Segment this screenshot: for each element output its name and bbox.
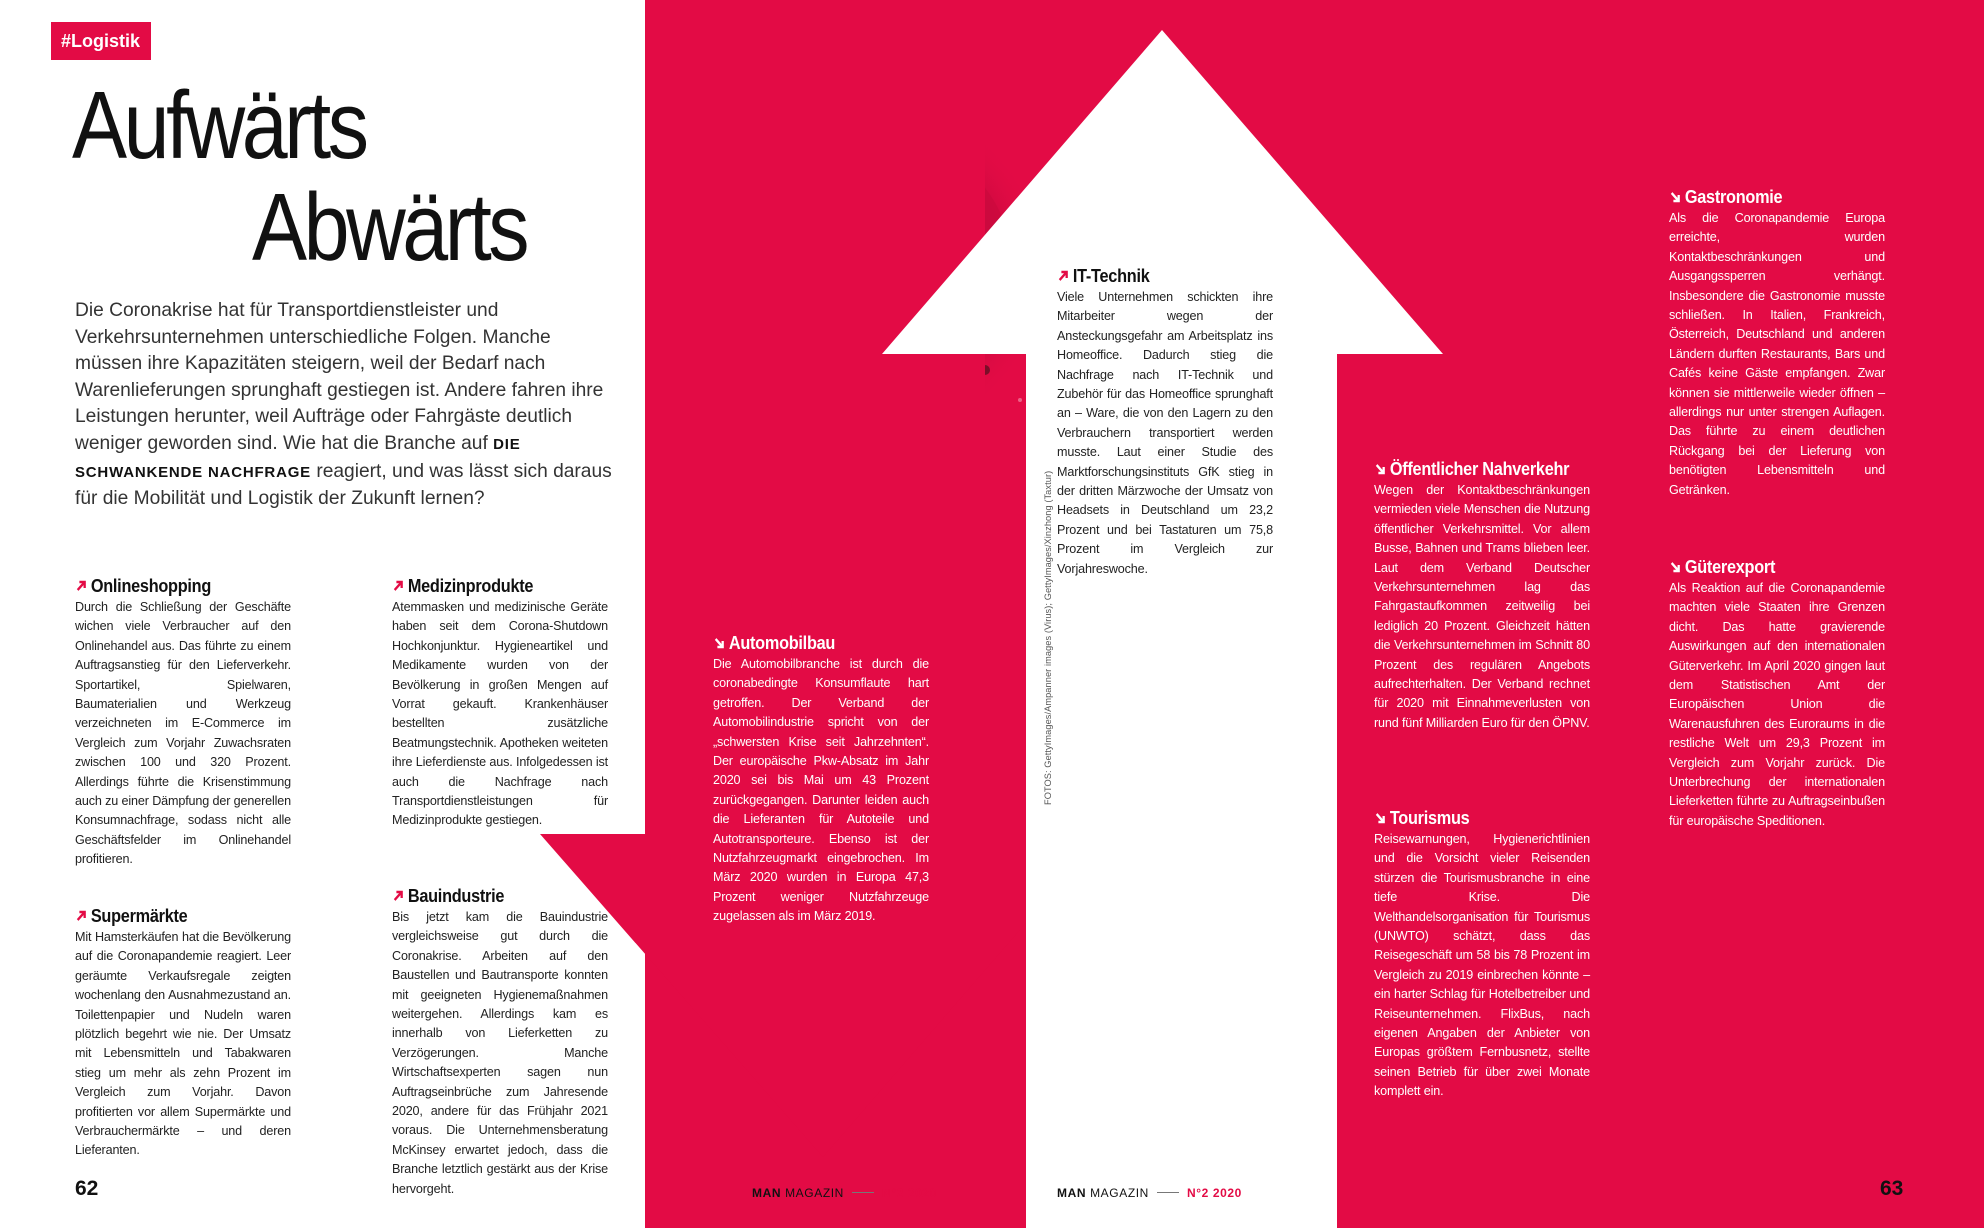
section-supermaerkte	[75, 905, 291, 1161]
section-nahverkehr	[1374, 458, 1590, 733]
magazine-footer-right	[1057, 1186, 1242, 1200]
section-title	[1374, 458, 1570, 480]
section-title-text: Bauindustrie	[407, 885, 505, 906]
section-title-text: Güterexport	[1684, 556, 1776, 577]
arrow-up-right-icon	[392, 889, 404, 903]
mag-name: MAGAZIN	[1090, 1186, 1149, 1200]
page-number-right: 63	[1880, 1177, 1904, 1200]
section-body: Als die Coronapandemie Europa erreichte, wurden Kontaktbeschränkungen und Ausgangssperren verhängt. Insbesondere die Gastronomie musste schließen. In Italien, Frankreich, Österreich, Deutschland und anderen Ländern durften Restaurants, Bars und Cafés keine Gäste empfangen. Zwar können sie mittlerweile wieder öffnen – allerdings nur unter strengen Auflagen. Das führte zu einem deutlichen Rückgang bei der Lieferung von benötigten Lebensmitteln und Getränken.	[1669, 211, 1885, 497]
mag-brand: MAN	[1057, 1186, 1087, 1200]
arrow-down-right-icon	[1374, 462, 1386, 476]
section-onlineshopping	[75, 575, 291, 870]
section-body: Als Reaktion auf die Coronapandemie machten viele Staaten ihre Grenzen dicht. Das hatte gravierende Auswirkungen auf den internationalen Güterverkehr. Im April 2020 gingen laut dem Statistischen Amt der Europäischen Union die Warenausfuhren des Euroraums in die restliche Welt um 29,3 Prozent im Vergleich zum Vorjahr zurück. Die Unterbrechung der internationalen Lieferketten führte zu Auftragseinbußen für europäische Speditionen.	[1669, 581, 1885, 828]
section-title	[75, 905, 265, 927]
footer-rule	[852, 1192, 874, 1193]
section-gastronomie	[1669, 186, 1885, 500]
intro-text: Die Coronakrise hat für Transportdienstleister und Verkehrsunternehmen unterschiedliche Folgen. Manche müssen ihre Kapazitäten steigern, weil der Bedarf nach Warenlieferungen sprunghaft gestiegen ist. Andere fahren ihre Leistungen herunter, weil Aufträge oder Fahrgäste deutlich weniger geworden sind. Wie hat die Branche auf	[75, 300, 604, 454]
arrow-down-shape	[540, 0, 1103, 1157]
section-title	[1669, 186, 1859, 208]
mag-name: MAGAZIN	[785, 1186, 844, 1200]
page-number-left: 62	[75, 1177, 99, 1200]
arrow-up-right-icon	[392, 579, 404, 593]
section-body: Reisewarnungen, Hygienerichtlinien und die Vorsicht vieler Reisenden stürzen die Tourismusbranche in eine tiefe Krise. Die Welthandelsorganisation für Tourismus (UNWTO) schätzt, dass das Reisegeschäft um 58 bis 78 Prozent im Vergleich zu 2019 einbrechen könnte – ein harter Schlag für Hotelbetreiber und Reiseunternehmen. FlixBus, nach eigenen Angaben der Anbieter von Europas größtem Fernbusnetz, stellte seinen Betrieb für über zwei Monate komplett ein.	[1374, 832, 1590, 1099]
section-title	[1374, 807, 1564, 829]
arrow-up-right-icon	[75, 579, 87, 593]
section-title-text: Medizinprodukte	[407, 575, 534, 596]
section-title	[713, 632, 903, 654]
section-title-text: IT-Technik	[1072, 265, 1150, 286]
arrow-down-right-icon	[713, 636, 725, 650]
category-tag: #Logistik	[51, 22, 151, 60]
intro-paragraph	[75, 298, 615, 513]
arrow-up-right-icon	[1057, 269, 1069, 283]
section-body: Bis jetzt kam die Bauindustrie vergleichsweise gut durch die Coronakrise. Arbeiten auf den Baustellen und Bautransporte konnten mit geeigneten Hygienemaßnahmen weitergehen. Allerdings kam es innerhalb von Lieferketten zu Verzögerungen. Manche Wirtschaftsexperten sagen nun Auftragseinbrüche zum Jahresende 2020, andere für das Frühjahr 2021 voraus. Die Unternehmensberatung McKinsey erwartet jedoch, dass die Branche letztlich gestärkt aus der Krise hervorgeht.	[392, 910, 608, 1196]
section-title-text: Automobilbau	[728, 632, 836, 653]
section-body: Die Automobilbranche ist durch die coronabedingte Konsumflaute hart getroffen. Der Verband der Automobilindustrie spricht von der „schwersten Krise seit Jahrzehnten“. Der europäische Pkw-Absatz im Jahr 2020 sei bis Mai um 43 Prozent zurückgegangen. Darunter leiden auch die Lieferanten für Autoteile und Autotransporteure. Ebenso ist der Nutzfahrzeugmarkt eingebrochen. Im März 2020 wurden in Europa 47,3 Prozent weniger Nutzfahrzeuge zugelassen als im März 2019.	[713, 657, 929, 924]
section-title-text: Onlineshopping	[90, 575, 212, 596]
section-title	[1057, 265, 1247, 287]
section-gueterexport	[1669, 556, 1885, 831]
section-it-technik	[1057, 265, 1273, 579]
section-body: Wegen der Kontaktbeschränkungen vermieden viele Menschen die Nutzung öffentlicher Verkehrsmittel. Vor allem Busse, Bahnen und Trams blieben leer. Laut dem Verband Deutscher Verkehrsunternehmen lag das Fahrgastaufkommen zeitweilig bei lediglich 20 Prozent. Gleichzeit hätten die Verkehrsunternehmen im Schnitt 80 Prozent des regulären Angebots aufrechterhalten. Der Verband rechnet für 2020 mit Einnahmeverlusten von rund fünf Milliarden Euro für den ÖPNV.	[1374, 483, 1590, 730]
section-body: Atemmasken und medizinische Geräte haben seit dem Corona-Shutdown Hochkonjunktur. Hygieneartikel und Medikamente wurden von der Bevölkerung in großen Mengen auf Vorrat gekauft. Krankenhäuser bestellten zusätzliche Beatmungstechnik. Apotheken weiteten ihre Lieferdienste aus. Infolgedessen ist auch die Nachfrage nach Transportdienstleistungen für Medizinprodukte gestiegen.	[392, 600, 608, 828]
section-title	[75, 575, 265, 597]
section-body: Mit Hamsterkäufen hat die Bevölkerung auf die Coronapandemie reagiert. Leer geräumte Verkaufsregale zeigten wochenlang den Ausnahmezustand an. Toilettenpapier und Nudeln waren plötzlich begehrt wie nie. Der Umsatz mit Lebensmitteln und Tabakwaren stieg um mehr als zehn Prozent im Vergleich zum Vorjahr. Davon profitierten vor allem Supermärkte und Verbrauchermärkte – und deren Lieferanten.	[75, 930, 291, 1158]
arrow-up-right-icon	[75, 909, 87, 923]
headline-line-2: Abwärts	[252, 174, 527, 281]
section-title-text: Tourismus	[1389, 807, 1470, 828]
section-body: Durch die Schließung der Geschäfte wichen viele Verbraucher auf den Onlinehandel aus. Das führte zu einem Auftragsanstieg für den Lieferverkehr. Sportartikel, Spielwaren, Baumaterialien und Werkzeug verzeichneten im E-Commerce im Vergleich zum Vorjahr Zuwachsraten zwischen 100 und 320 Prozent. Allerdings führte die Krisenstimmung auch zu einer Dämpfung der generellen Konsumnachfrage, sodass nicht alle Geschäftsfelder im Onlinehandel profitieren.	[75, 600, 291, 867]
section-title	[392, 575, 582, 597]
arrow-down-right-icon	[1669, 560, 1681, 574]
section-automobilbau	[713, 632, 929, 927]
section-title	[392, 885, 582, 907]
arrow-down-right-icon	[1374, 811, 1386, 825]
mag-issue: N°2 2020	[1186, 1186, 1242, 1200]
section-title-text: Öffentlicher Nahverkehr	[1389, 458, 1570, 479]
intro-emphasis: DIE SCHWANKENDE NACHFRAGE	[75, 435, 521, 481]
section-tourismus	[1374, 807, 1590, 1102]
section-title	[1669, 556, 1859, 578]
section-title-text: Supermärkte	[90, 905, 188, 926]
arrow-down-right-icon	[1669, 190, 1681, 204]
section-body: Viele Unternehmen schickten ihre Mitarbeiter wegen der Ansteckungsgefahr am Arbeitsplatz ins Homeoffice. Dadurch stieg die Nachfrage nach IT-Technik und Zubehör für das Homeoffice sprunghaft an – Ware, die von den Lagern zu den Verbrauchern transportiert werden musste. Laut einer Studie des Marktforschungsinstituts GfK stieg in der dritten Märzwoche der Umsatz von Headsets in Deutschland um 23,2 Prozent und bei Tastaturen um 75,8 Prozent im Vergleich zur Vorjahreswoche.	[1057, 290, 1273, 576]
magazine-footer-left	[752, 1186, 937, 1200]
section-title-text: Gastronomie	[1684, 186, 1783, 207]
intro-text-end: reagiert, und was lässt sich daraus für die Mobilität und Logistik der Zukunft lernen?	[75, 460, 612, 510]
section-bauindustrie	[392, 885, 608, 1199]
mag-brand: MAN	[752, 1186, 782, 1200]
photo-credit: FOTOS: GettyImages/Ampanner images (Virus); GettyImages/Xinzhong (Taxtur)	[1043, 470, 1053, 805]
footer-rule	[1157, 1192, 1179, 1193]
headline-line-1: Aufwärts	[72, 72, 366, 179]
mag-issue: N°2 2020	[881, 1186, 937, 1200]
section-medizinprodukte	[392, 575, 608, 831]
